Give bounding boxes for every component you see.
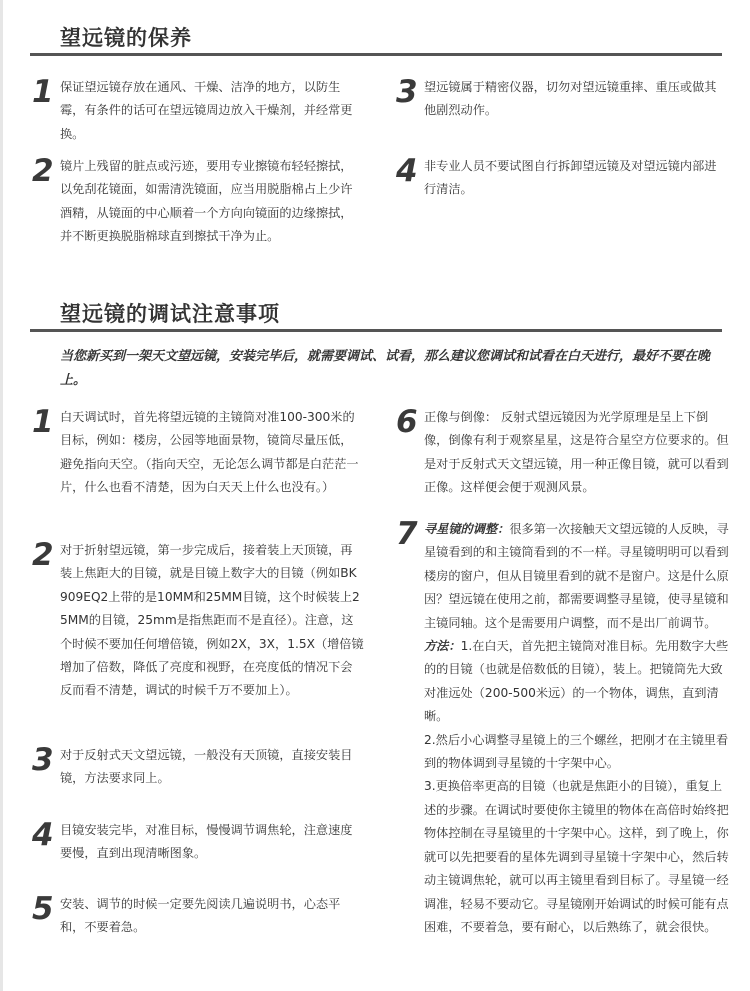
debug-intro: 当您新买到一架天文望远镜，安装完毕后，就需要调试、试看，那么建议您调试和试看在白天进行，最好不要在晚上。 xyxy=(60,349,711,388)
item-number: 6 xyxy=(396,404,418,440)
item-number: 2 xyxy=(32,153,54,189)
finder-scope-guide xyxy=(424,518,732,939)
item-text: 对于折射望远镜，第一步完成后，接着装上天顶镜，再装上焦距大的目镜，就是目镜上数字大的目镜（例如BK909EQ2上带的是10MM和25MM目镜，这个时候装上25MM的目镜，25mm是指焦距而不是直径）。注意，这个时候不要加任何增倍镜，例如2X，3X，1.5X（增倍镜 增加了倍数，降低了亮度和视野，在亮度低的情况下会反而看不清楚，调试的时候千万不要加上）。 xyxy=(60,543,364,698)
item-number: 4 xyxy=(32,817,54,853)
item-text: 对于反射式天文望远镜，一般没有天顶镜，直接安装目镜，方法要求同上。 xyxy=(60,748,353,786)
item-text: 正像与倒像： 反射式望远镜因为光学原理是呈上下倒像，倒像有利于观察星星，这是符合星空方位要求的。但是对于反射式天文望远镜，用一种正像目镜，就可以看到正像。这样便会便于观测风景。 xyxy=(424,410,729,495)
method-step-3: 3.更换倍率更高的目镜（也就是焦距小的目镜），重复上述的步骤。在调试时要使你主镜里的物体在高倍时始终把物体控制在寻星镜里的十字架中心。这样，到了晚上，你就可以先把要看的星体先调到寻星镜十字架中心，然后转动主镜调焦轮，就可以再主镜里看到目标了。寻星镜一经调准，轻易不要动它。寻星镜刚开始调试的时候可能有点困难，不要着急，要有耐心，以后熟练了，就会很快。 xyxy=(424,779,729,934)
item-number: 1 xyxy=(32,74,54,110)
finder-scope-label: 寻星镜的调整： xyxy=(424,522,510,536)
item-number: 5 xyxy=(32,891,54,927)
debug-section-title: 望远镜的调试注意事项 xyxy=(60,302,280,326)
item-text: 保证望远镜存放在通风、干燥、洁净的地方，以防生霉，有条件的话可在望远镜周边放入干燥剂，并经常更换。 xyxy=(60,80,353,141)
care-title-divider xyxy=(30,53,722,56)
item-text: 非专业人员不要试图自行拆卸望远镜及对望远镜内部进行清洁。 xyxy=(424,159,717,197)
method-step-1: 1.在白天，首先把主镜筒对准目标。先用数字大些的的目镜（也就是倍数低的目镜），装上。把镜筒先大致对准远处（200-500米远）的一个物体，调焦，直到清晰。 xyxy=(424,639,729,724)
item-number: 2 xyxy=(32,537,54,573)
item-number: 1 xyxy=(32,404,54,440)
finder-scope-text: 很多第一次接触天文望远镜的人反映，寻星镜看到的和主镜筒看到的不一样。寻星镜明明可以看到楼房的窗户，但从目镜里看到的就不是窗户。这是什么原因？望远镜在使用之前，都需要调整寻星镜，使寻星镜和主镜同轴。这个是需要用户调整，而不是出厂前调节。 xyxy=(424,522,729,630)
item-number: 3 xyxy=(396,74,418,110)
item-text: 安装、调节的时候一定要先阅读几遍说明书，心态平和，不要着急。 xyxy=(60,897,341,935)
left-edge-shade xyxy=(0,0,3,991)
item-number: 7 xyxy=(396,516,418,552)
care-section-title: 望远镜的保养 xyxy=(60,26,192,50)
item-text: 白天调试时，首先将望远镜的主镜筒对准100-300米的目标，例如：楼房，公园等地面景物，镜筒尽量压低，避免指向天空。（指向天空，无论怎么调节都是白茫茫一片，什么也看不清楚，因为白天天上什么也没有。） xyxy=(60,410,359,495)
item-text: 目镜安装完毕，对准目标，慢慢调节调焦轮，注意速度要慢，直到出现清晰图象。 xyxy=(60,823,353,861)
item-number: 3 xyxy=(32,742,54,778)
item-text: 镜片上残留的脏点或污迹，要用专业擦镜布轻轻擦拭，以免刮花镜面，如需清洗镜面，应当用脱脂棉占上少许酒精，从镜面的中心顺着一个方向向镜面的边缘擦拭，并不断更换脱脂棉球直到擦拭干净为止。 xyxy=(60,159,353,244)
item-text: 望远镜属于精密仪器，切勿对望远镜重摔、重压或做其他剧烈动作。 xyxy=(424,80,717,118)
item-number: 4 xyxy=(396,153,418,189)
method-step-2: 2.然后小心调整寻星镜上的三个螺丝，把刚才在主镜里看到的物体调到寻星镜的十字架中心。 xyxy=(424,732,729,771)
debug-title-divider xyxy=(30,329,722,332)
method-label: 方法： xyxy=(424,639,461,654)
